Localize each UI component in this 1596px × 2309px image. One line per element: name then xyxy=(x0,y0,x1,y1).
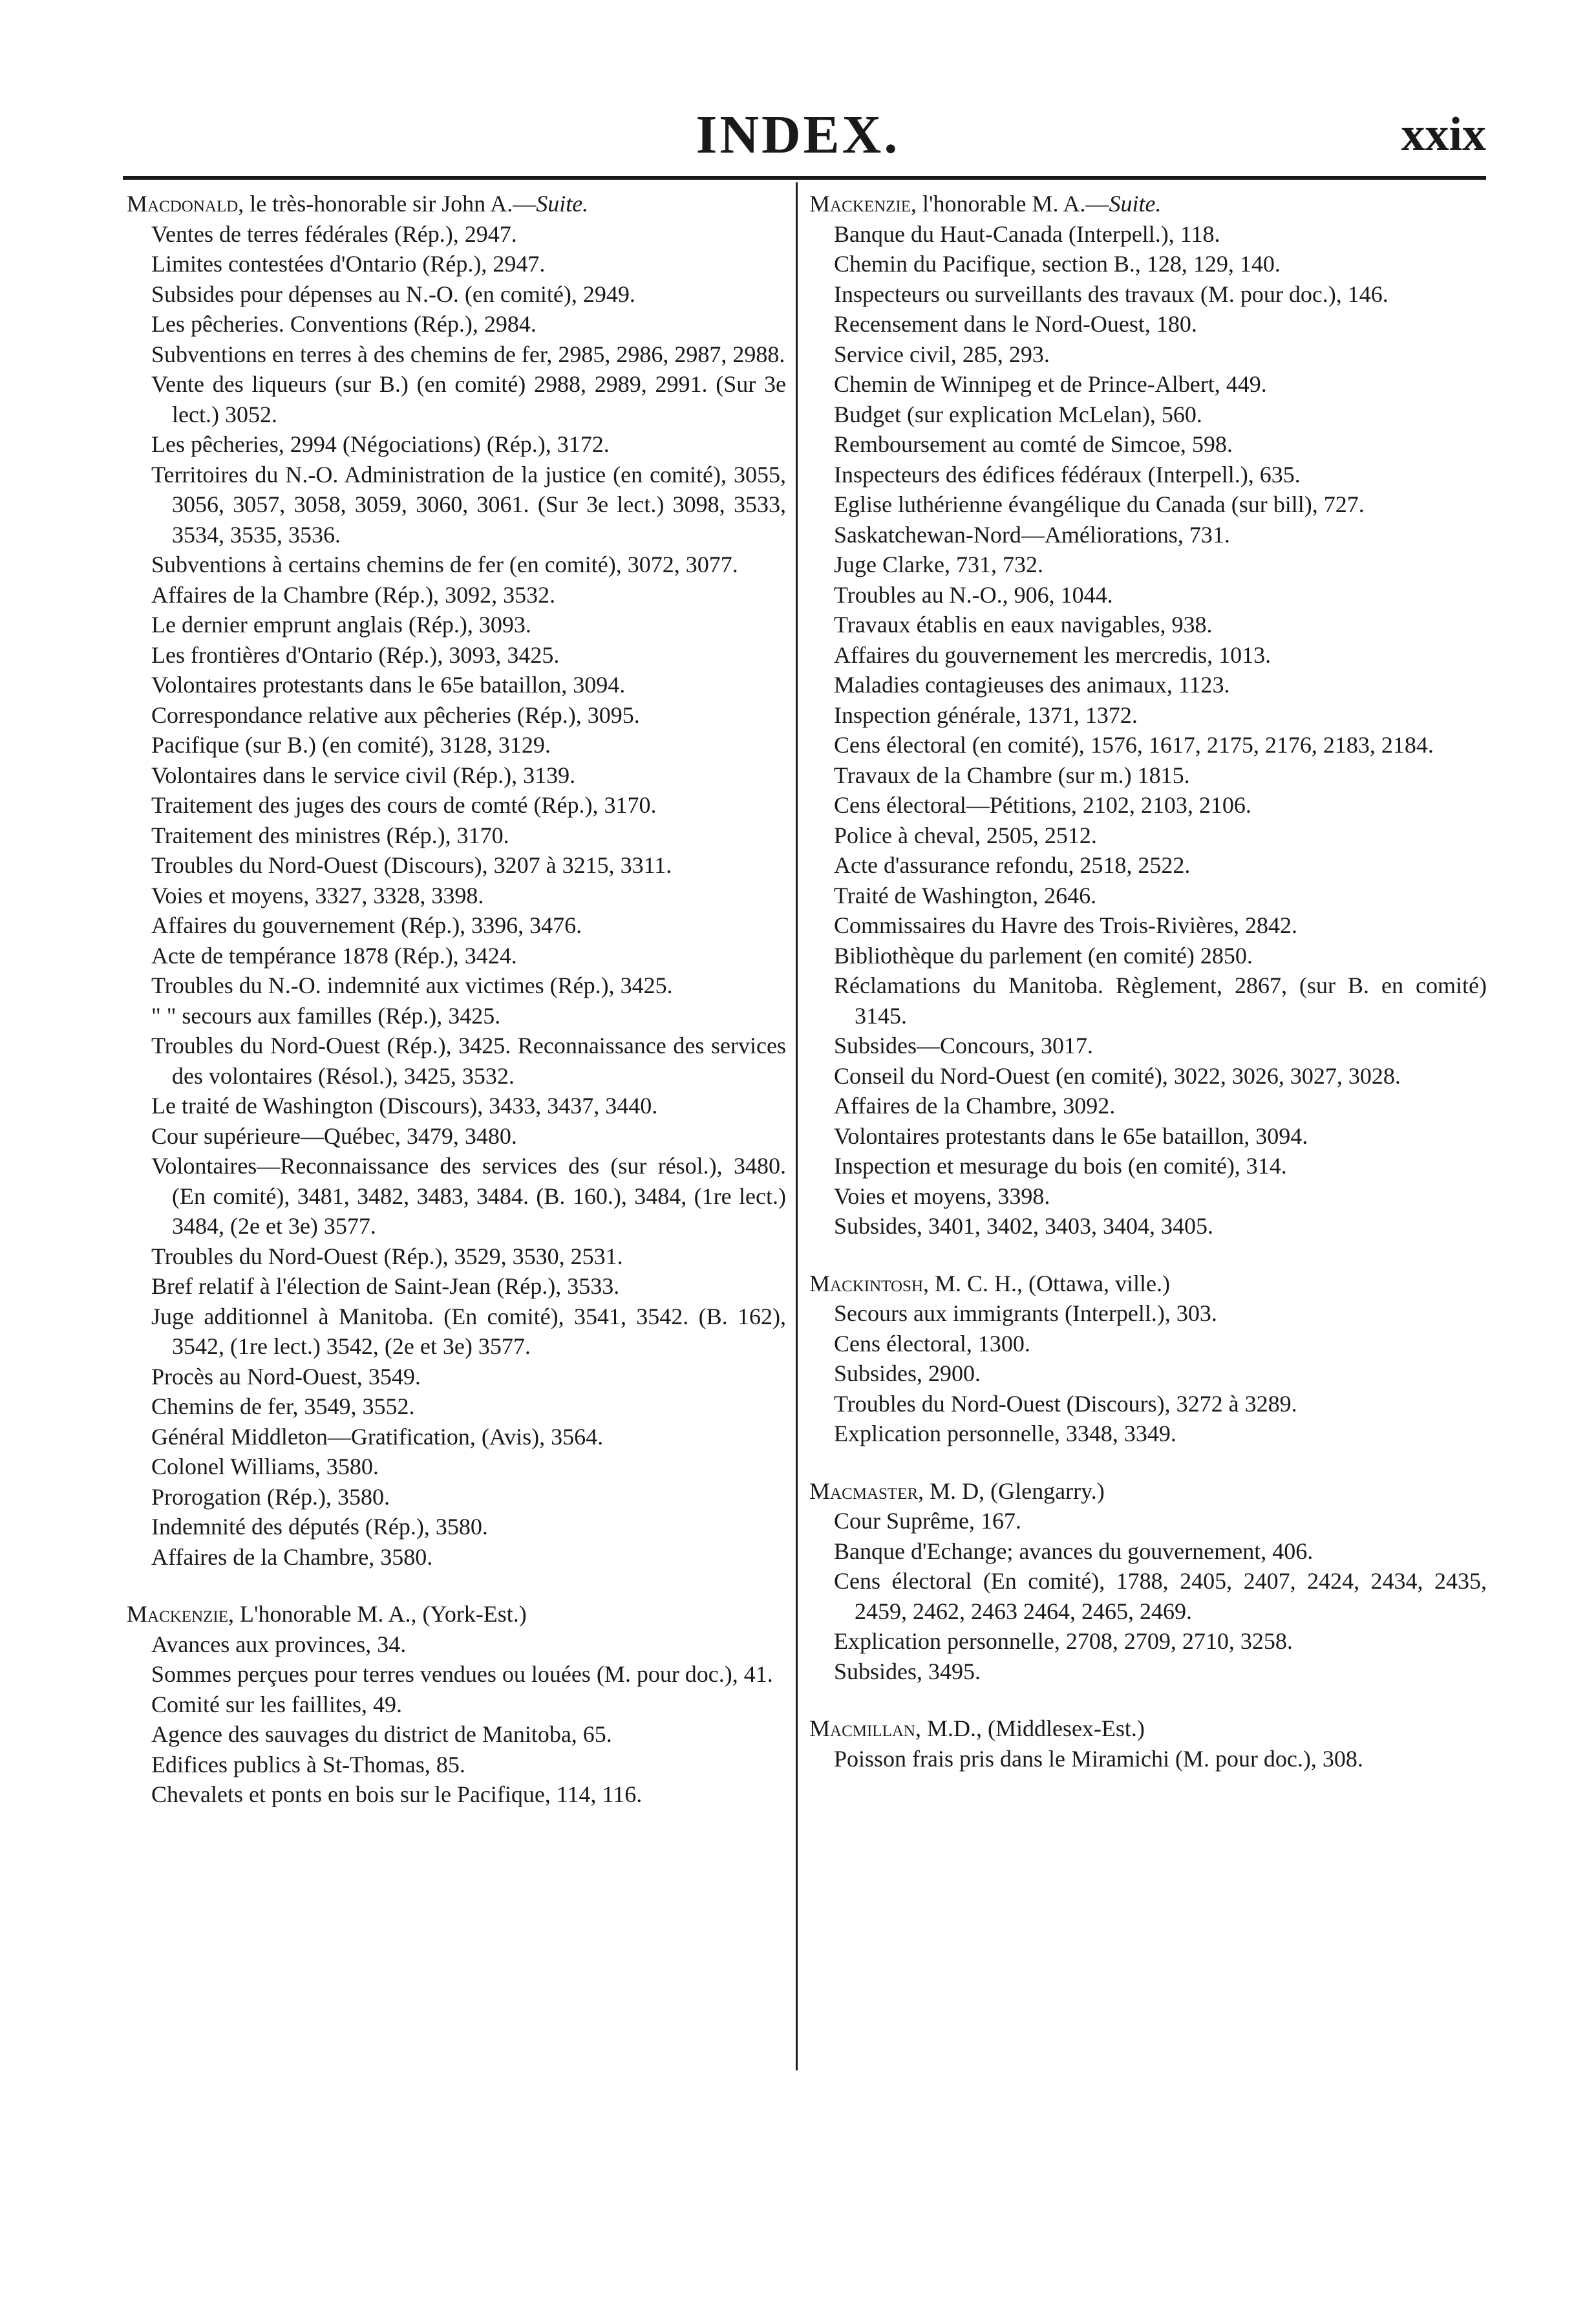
index-column-right xyxy=(809,189,1487,1801)
page-number: xxix xyxy=(1401,108,1486,161)
index-subentry: Acte de tempérance 1878 (Rép.), 3424. xyxy=(151,942,517,969)
index-subentry: Travaux établis en eaux navigables, 938. xyxy=(834,612,1213,638)
index-subentry: Comité sur les faillites, 49. xyxy=(151,1691,402,1717)
index-subentry: Limites contestées d'Ontario (Rép.), 2947. xyxy=(151,251,546,277)
index-entry xyxy=(809,1476,1487,1687)
index-subentry: Voies et moyens, 3327, 3328, 3398. xyxy=(151,882,484,908)
index-subentry: Banque d'Echange; avances du gouvernement, 406. xyxy=(834,1538,1314,1564)
index-subentry: Service civil, 285, 293. xyxy=(834,341,1050,367)
index-subentry: Troubles au N.-O., 906, 1044. xyxy=(834,581,1113,608)
index-subentry: Budget (sur explication McLelan), 560. xyxy=(834,401,1202,427)
index-subentry: Volontaires protestants dans le 65e bataillon, 3094. xyxy=(834,1122,1308,1149)
index-subentry: Le dernier emprunt anglais (Rép.), 3093. xyxy=(151,612,531,638)
index-subentry: Cens électoral (En comité), 1788, 2405, 2407, 2424, 2434, 2435, 2459, 2462, 2463 2464, 2465, 2469. xyxy=(834,1568,1487,1624)
index-subentry: Vente des liqueurs (sur B.) (en comité) 2988, 2989, 2991. (Sur 3e lect.) 3052. xyxy=(151,371,786,427)
index-column-left xyxy=(127,189,786,1837)
index-subentry: Procès au Nord-Ouest, 3549. xyxy=(151,1363,421,1390)
entry-detail: , M.D., (Middlesex-Est.) xyxy=(915,1715,1145,1741)
index-subentry: " " secours aux familles (Rép.), 3425. xyxy=(151,1002,501,1029)
page-header xyxy=(0,0,1596,194)
entry-name: Mackenzie xyxy=(809,191,911,217)
index-subentry: Explication personnelle, 3348, 3349. xyxy=(834,1421,1176,1446)
index-subentry: Poisson frais pris dans le Miramichi (M. pour doc.), 308. xyxy=(834,1745,1363,1772)
index-subentry: Police à cheval, 2505, 2512. xyxy=(834,822,1097,848)
index-subentry: Traitement des juges des cours de comté (Rép.), 3170. xyxy=(151,792,657,818)
index-subentry: Traitement des ministres (Rép.), 3170. xyxy=(151,822,509,848)
index-entry xyxy=(809,1713,1487,1774)
index-subentry: Colonel Williams, 3580. xyxy=(151,1454,379,1479)
index-subentry: Explication personnelle, 2708, 2709, 2710, 3258. xyxy=(834,1628,1293,1654)
index-subentry: Chemin du Pacifique, section B., 128, 129, 140. xyxy=(834,251,1281,277)
index-subentry: Maladies contagieuses des animaux, 1123. xyxy=(834,672,1230,698)
index-subentry: Les frontières d'Ontario (Rép.), 3093, 3425. xyxy=(151,641,560,668)
index-subentry: Correspondance relative aux pêcheries (Rép.), 3095. xyxy=(151,702,640,728)
entry-suite: Suite. xyxy=(1109,191,1162,217)
index-subentry: Chemin de Winnipeg et de Prince-Albert, 449. xyxy=(834,371,1267,397)
entry-name: Macmaster xyxy=(809,1477,919,1504)
index-subentry: Cens électoral (en comité), 1576, 1617, 2175, 2176, 2183, 2184. xyxy=(834,732,1434,758)
column-divider xyxy=(796,182,798,2070)
index-subentry: Juge additionnel à Manitoba. (En comité), 3541, 3542. (B. 162), 3542, (1re lect.) 3542, (2e et 3e) 3577. xyxy=(151,1303,786,1359)
index-subentry: Affaires du gouvernement (Rép.), 3396, 3476. xyxy=(151,912,582,938)
index-subentry: Voies et moyens, 3398. xyxy=(834,1183,1050,1209)
index-subentry: Recensement dans le Nord-Ouest, 180. xyxy=(834,311,1197,337)
page-title: INDEX. xyxy=(696,105,900,165)
index-subentry: Troubles du Nord-Ouest (Rép.), 3425. Reconnaissance des services des volontaires (Résol.), 3425, 3532. xyxy=(151,1033,786,1089)
index-subentry: Bibliothèque du parlement (en comité) 2850. xyxy=(834,942,1253,969)
index-subentry: Affaires de la Chambre (Rép.), 3092, 3532. xyxy=(151,581,556,608)
index-subentry: Volontaires—Reconnaissance des services des (sur résol.), 3480. (En comité), 3481, 3482, 3483, 3484. (B. 160.), 3484, (1re lect.) 3484, (2e et 3e) 3577. xyxy=(151,1153,786,1239)
index-subentry: Agence des sauvages du district de Manitoba, 65. xyxy=(151,1721,612,1747)
index-subentry: Cour Suprême, 167. xyxy=(834,1508,1021,1534)
entry-name: Mackenzie xyxy=(127,1601,228,1627)
index-subentry: Prorogation (Rép.), 3580. xyxy=(151,1483,390,1510)
index-subentry: Acte d'assurance refondu, 2518, 2522. xyxy=(834,852,1191,878)
index-subentry: Affaires de la Chambre, 3580. xyxy=(151,1543,433,1570)
index-subentry: Cens électoral, 1300. xyxy=(834,1330,1030,1357)
index-subentry: Affaires de la Chambre, 3092. xyxy=(834,1093,1116,1119)
index-subentry: Subsides, 3495. xyxy=(834,1658,981,1684)
index-subentry: Affaires du gouvernement les mercredis, 1013. xyxy=(834,641,1271,668)
index-subentry: Inspecteurs des édifices fédéraux (Interpell.), 635. xyxy=(834,461,1301,488)
index-subentry: Ventes de terres fédérales (Rép.), 2947. xyxy=(151,220,517,247)
index-subentry: Troubles du Nord-Ouest (Discours), 3207 à 3215, 3311. xyxy=(151,852,672,878)
index-subentry: Les pêcheries, 2994 (Négociations) (Rép.), 3172. xyxy=(151,431,610,457)
index-subentry: Remboursement au comté de Simcoe, 598. xyxy=(834,431,1233,457)
index-subentry: Volontaires protestants dans le 65e bataillon, 3094. xyxy=(151,672,626,698)
index-subentry: Bref relatif à l'élection de Saint-Jean (Rép.), 3533. xyxy=(151,1273,620,1299)
entry-heading xyxy=(127,1599,786,1629)
entry-detail: , M. C. H., (Ottawa, ville.) xyxy=(923,1270,1170,1296)
index-subentry: Chemins de fer, 3549, 3552. xyxy=(151,1393,415,1419)
index-subentry: Avances aux provinces, 34. xyxy=(151,1631,407,1657)
index-entry xyxy=(127,189,786,1572)
index-subentry: Eglise luthérienne évangélique du Canada (sur bill), 727. xyxy=(834,491,1365,517)
entry-name: Macdonald xyxy=(127,191,239,217)
index-subentry: Juge Clarke, 731, 732. xyxy=(834,552,1043,577)
index-subentry: Cens électoral—Pétitions, 2102, 2103, 2106. xyxy=(834,792,1251,818)
entry-detail: , l'honorable M. A.— xyxy=(911,191,1109,217)
index-subentry: Sommes perçues pour terres vendues ou louées (M. pour doc.), 41. xyxy=(151,1661,773,1687)
index-subentry: Réclamations du Manitoba. Règlement, 2867, (sur B. en comité) 3145. xyxy=(834,972,1487,1029)
index-subentry: Indemnité des députés (Rép.), 3580. xyxy=(151,1514,488,1540)
index-subentry: Inspection générale, 1371, 1372. xyxy=(834,702,1138,728)
index-subentry: Commissaires du Havre des Trois-Rivières, 2842. xyxy=(834,912,1297,938)
index-subentry: Les pêcheries. Conventions (Rép.), 2984. xyxy=(151,311,537,337)
index-subentry: Inspection et mesurage du bois (en comité), 314. xyxy=(834,1153,1287,1179)
index-subentry: Secours aux immigrants (Interpell.), 303. xyxy=(834,1300,1217,1326)
entry-name: Mackintosh xyxy=(809,1270,924,1296)
index-subentry: Général Middleton—Gratification, (Avis), 3564. xyxy=(151,1423,604,1450)
entry-heading xyxy=(809,1476,1487,1507)
index-subentry: Inspecteurs ou surveillants des travaux (M. pour doc.), 146. xyxy=(834,281,1389,307)
entry-name: Macmillan xyxy=(809,1715,915,1741)
index-subentry: Subsides—Concours, 3017. xyxy=(834,1033,1094,1058)
entry-heading xyxy=(809,1269,1487,1299)
index-entry xyxy=(809,1269,1487,1449)
entry-heading xyxy=(809,1713,1487,1744)
index-subentry: Traité de Washington, 2646. xyxy=(834,882,1097,908)
index-subentry: Troubles du Nord-Ouest (Rép.), 3529, 3530, 2531. xyxy=(151,1243,623,1269)
entry-detail: , le très-honorable sir John A.— xyxy=(238,191,537,217)
header-rule xyxy=(123,176,1486,180)
index-subentry: Troubles du Nord-Ouest (Discours), 3272 à 3289. xyxy=(834,1390,1297,1417)
index-subentry: Le traité de Washington (Discours), 3433, 3437, 3440. xyxy=(151,1093,658,1119)
index-subentry: Cour supérieure—Québec, 3479, 3480. xyxy=(151,1122,517,1149)
index-subentry: Troubles du N.-O. indemnité aux victimes (Rép.), 3425. xyxy=(151,972,673,998)
index-subentry: Travaux de la Chambre (sur m.) 1815. xyxy=(834,762,1190,788)
index-subentry: Territoires du N.-O. Administration de la justice (en comité), 3055, 3056, 3057, 3058, 3059, 3060, 3061. (Sur 3e lect.) 3098, 3533, 3534, 3535, 3536. xyxy=(151,461,786,548)
index-subentry: Edifices publics à St-Thomas, 85. xyxy=(151,1751,465,1777)
entry-heading xyxy=(127,189,786,219)
index-subentry: Subventions à certains chemins de fer (en comité), 3072, 3077. xyxy=(151,552,738,577)
index-subentry: Saskatchewan-Nord—Améliorations, 731. xyxy=(834,521,1230,548)
index-subentry: Pacifique (sur B.) (en comité), 3128, 3129. xyxy=(151,732,551,758)
index-subentry: Banque du Haut-Canada (Interpell.), 118. xyxy=(834,220,1220,247)
index-subentry: Chevalets et ponts en bois sur le Pacifique, 114, 116. xyxy=(151,1781,643,1807)
index-subentry: Conseil du Nord-Ouest (en comité), 3022, 3026, 3027, 3028. xyxy=(834,1062,1401,1089)
entry-heading xyxy=(809,189,1487,219)
index-entry xyxy=(127,1599,786,1810)
index-subentry: Subsides, 2900. xyxy=(834,1360,981,1386)
index-subentry: Volontaires dans le service civil (Rép.), 3139. xyxy=(151,762,576,788)
index-subentry: Subsides, 3401, 3402, 3403, 3404, 3405. xyxy=(834,1213,1214,1239)
index-subentry: Subventions en terres à des chemins de fer, 2985, 2986, 2987, 2988. xyxy=(151,341,785,367)
entry-detail: , L'honorable M. A., (York-Est.) xyxy=(228,1601,527,1627)
entry-suite: Suite. xyxy=(536,191,589,217)
entry-detail: , M. D, (Glengarry.) xyxy=(918,1477,1105,1504)
index-entry xyxy=(809,189,1487,1241)
index-subentry: Subsides pour dépenses au N.-O. (en comité), 2949. xyxy=(151,281,635,307)
